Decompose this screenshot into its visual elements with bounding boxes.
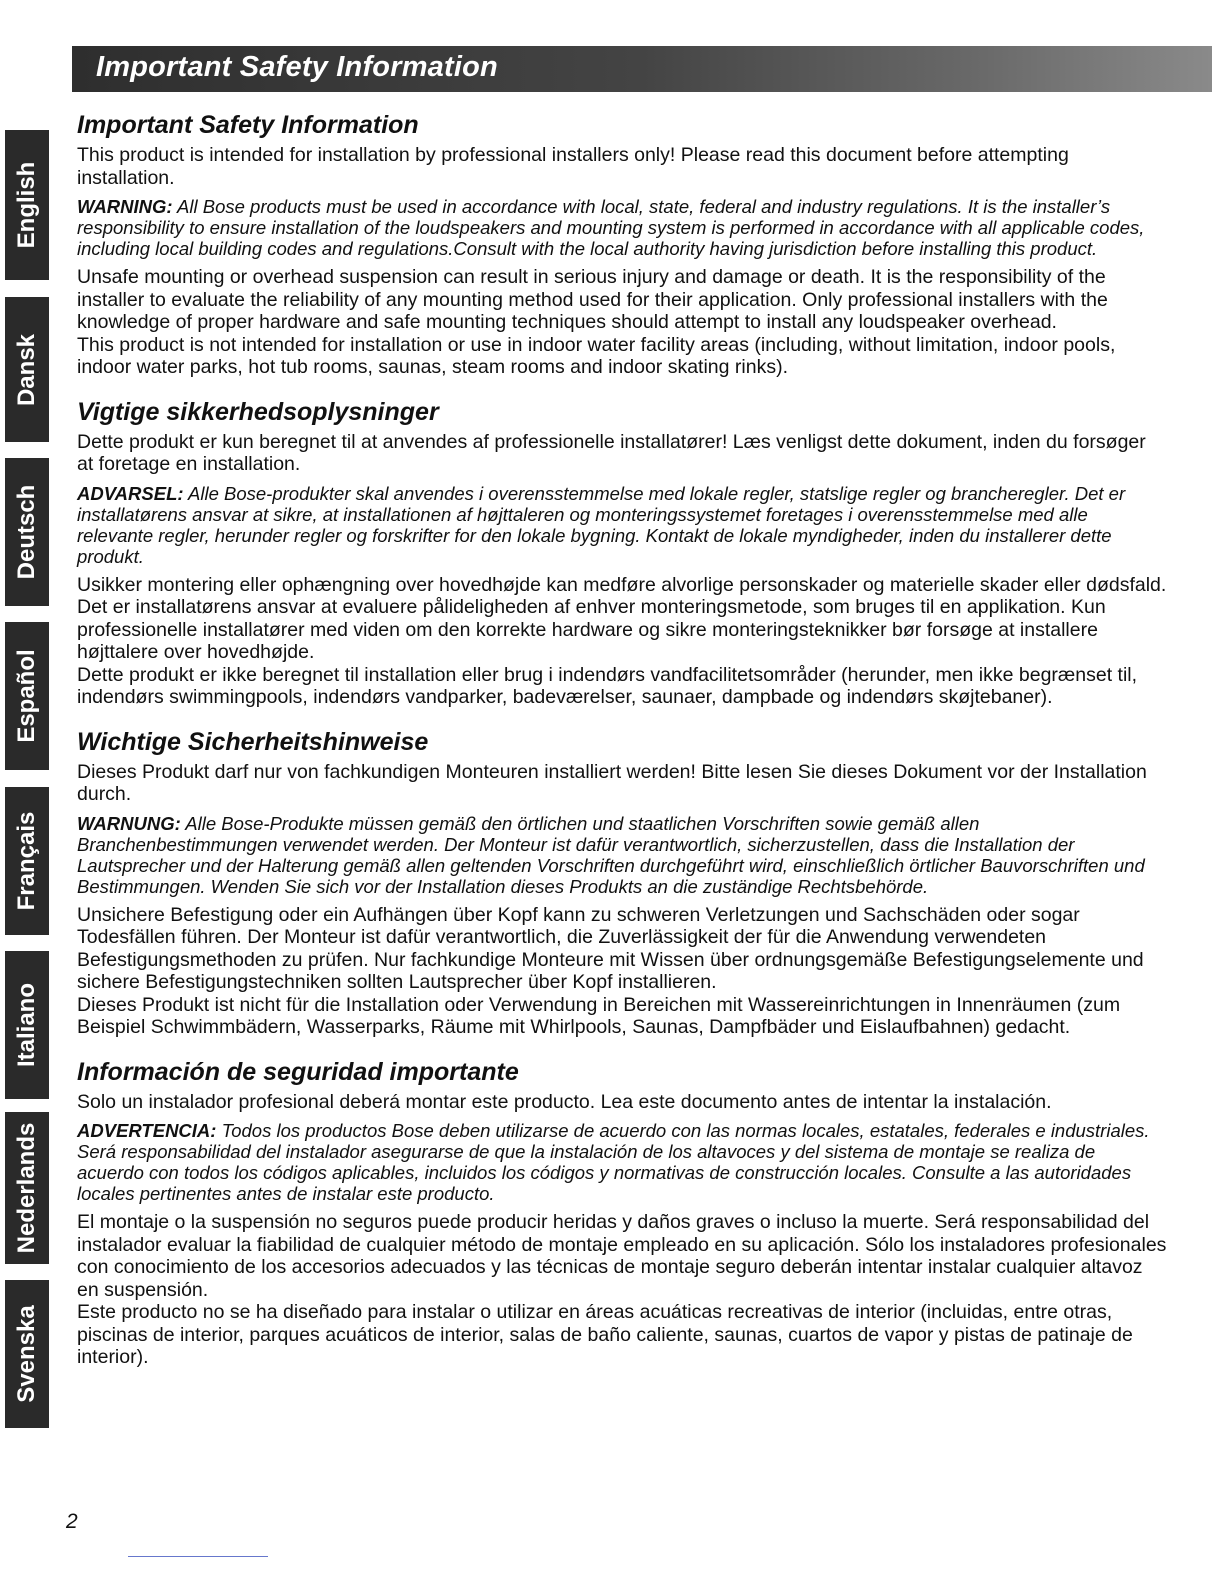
section-intro: Dette produkt er kun beregnet til at anvendes af professionelle installatører! Læs venligst dette dokument, inden du forsøger at foretage en installation. xyxy=(77,430,1146,475)
warning-label: WARNING: xyxy=(77,196,173,217)
lang-tab-label: Français xyxy=(13,811,40,911)
section-paragraph: Usikker montering eller ophængning over hovedhøjde kan medføre alvorlige personskader og materielle skader eller dødsfald. Det er installatørens ansvar at evaluere pålideligheden af enhver monteringsmetode, som bruges til en applikation. Kun professionelle installatører med viden om den korrekte hardware og sikre monteringsteknikker bør forsøge at installere højttalere over hovedhøjde. xyxy=(77,573,1167,663)
lang-tab-label: Dansk xyxy=(13,333,40,406)
section-heading: Información de seguridad importante xyxy=(77,1057,519,1086)
lang-tab-label: Nederlands xyxy=(13,1122,40,1254)
page-number: 2 xyxy=(66,1510,78,1533)
warning-paragraph xyxy=(77,196,1167,259)
section-english xyxy=(77,110,1167,379)
lang-tab-label: English xyxy=(13,161,40,249)
lang-tab-english[interactable] xyxy=(5,130,49,280)
section-german xyxy=(77,727,1167,1039)
section-heading: Wichtige Sicherheitshinweise xyxy=(77,727,429,756)
section-paragraph: Unsichere Befestigung oder ein Aufhängen über Kopf kann zu schweren Verletzungen und Sachschäden oder sogar Todesfällen führen. Der Monteur ist dafür verantwortlich, die Zuverlässigkeit der für die Anwendung verwendeten Befestigungsmethoden zu prüfen. Nur fachkundige Monteure mit Wissen über ordnungsgemäße Befestigungselemente und sichere Befestigungstechniken sollten Lautsprecher über Kopf installieren. xyxy=(77,903,1144,993)
section-heading: Vigtige sikkerhedsoplysninger xyxy=(77,397,439,426)
warning-text: All Bose products must be used in accordance with local, state, federal and industry regulations. It is the installer’s responsibility to ensure installation of the loudspeakers and mounting system is performed in accordance with all applicable codes, including local building codes and regulations.Consult with the local authority having jurisdiction before installing this product. xyxy=(77,196,1145,259)
lang-tab-label: Español xyxy=(13,649,40,743)
section-banner xyxy=(72,46,1212,92)
lang-tab-deutsch[interactable] xyxy=(5,458,49,606)
lang-tab-label: Svenska xyxy=(13,1305,40,1403)
lang-tab-francais[interactable] xyxy=(5,787,49,935)
section-intro: This product is intended for installation by professional installers only! Please read this document before attempting installation. xyxy=(77,144,1069,189)
warning-label: WARNUNG: xyxy=(77,812,181,834)
warning-paragraph xyxy=(77,813,1167,897)
section-paragraph: El montaje o la suspensión no seguros puede producir heridas y daños graves o incluso la muerte. Será responsabilidad del instalador evaluar la fiabilidad de cualquier método de montaje empleado en su aplicación. Sólo los instaladores profesionales con conocimiento de los accesorios adecuados y las técnicas de montaje seguro deberán intentar instalar cualquier altavoz en suspensión. xyxy=(77,1211,1167,1301)
lang-tab-dansk[interactable] xyxy=(5,297,49,442)
bottom-rule xyxy=(128,1556,268,1557)
warning-label: ADVARSEL: xyxy=(77,482,184,504)
warning-text: Alle Bose-Produkte müssen gemäß den örtlichen und staatlichen Vorschriften sowie gemäß allen Branchenbestimmungen verwendet werden. Der Monteur ist dafür verantwortlich, sicherzustellen, dass die Installation der Lautsprecher und der Halterung gemäß allen geltenden Vorschriften durchgeführt wird, einschließlich örtlicher Bauvorschriften und Bestimmungen. Wenden Sie sich vor der Installation dieses Produkts an die zuständige Rechtsbehörde. xyxy=(77,812,1145,897)
section-intro: Dieses Produkt darf nur von fachkundigen Monteuren installiert werden! Bitte lesen Sie dieses Dokument vor der Installation durch. xyxy=(77,760,1147,805)
lang-tab-svenska[interactable] xyxy=(5,1280,49,1428)
section-paragraph: This product is not intended for installation or use in indoor water facility areas (including, without limitation, indoor pools, indoor water parks, hot tub rooms, saunas, steam rooms and indoor skating rinks). xyxy=(77,333,1116,378)
lang-tab-nederlands[interactable] xyxy=(5,1112,49,1264)
warning-label: ADVERTENCIA: xyxy=(77,1120,217,1141)
section-paragraph: Este producto no se ha diseñado para instalar o utilizar en áreas acuáticas recreativas de interior (incluidas, entre otras, piscinas de interior, parques acuáticos de interior, salas de baño caliente, saunas, cuartos de vapor y pistas de patinaje de interior). xyxy=(77,1301,1133,1368)
section-intro: Solo un instalador profesional deberá montar este producto. Lea este documento antes de intentar la instalación. xyxy=(77,1090,1052,1113)
lang-tab-espanol[interactable] xyxy=(5,622,49,770)
section-spanish xyxy=(77,1057,1167,1369)
lang-tab-label: Deutsch xyxy=(13,484,40,580)
banner-title: Important Safety Information xyxy=(96,51,498,83)
section-paragraph: Unsafe mounting or overhead suspension can result in serious injury and damage or death. It is the responsibility of the installer to evaluate the reliability of any mounting method used for their application. Only professional installers with the knowledge of proper hardware and safe mounting techniques should attempt to install any loudspeaker overhead. xyxy=(77,266,1108,333)
section-paragraph: Dette produkt er ikke beregnet til installation eller brug i indendørs vandfacilitetsområder (herunder, men ikke begrænset til, indendørs swimmingpools, indendørs vandparker, badeværelser, saunaer, dampbade og indendørs skøjtebaner). xyxy=(77,663,1138,708)
lang-tab-label: Italiano xyxy=(13,982,40,1068)
content xyxy=(77,110,1167,1387)
section-paragraph: Dieses Produkt ist nicht für die Installation oder Verwendung in Bereichen mit Wassereinrichtungen in Innenräumen (zum Beispiel Schwimmbädern, Wasserparks, Räume mit Whirlpools, Saunas, Dampfbäder und Eislaufbahnen) gedacht. xyxy=(77,993,1121,1038)
section-danish xyxy=(77,397,1167,709)
warning-text: Alle Bose-produkter skal anvendes i overensstemmelse med lokale regler, statslige regler og brancheregler. Det er installatørens ansvar at sikre, at installationen af højttaleren og monteringssystemet foretages i overensstemmelse med alle relevante regler, herunder regler og forskrifter for den lokale bygning. Kontakt de lokale myndigheder, inden du installerer dette produkt. xyxy=(77,482,1126,567)
warning-paragraph xyxy=(77,1120,1167,1204)
warning-text: Todos los productos Bose deben utilizarse de acuerdo con las normas locales, estatales, federales e industriales. Será responsabilidad del instalador asegurarse de que la instalación de los altavoces y del sistema de montaje se realiza de acuerdo con todos los códigos aplicables, incluidos los códigos y normativas de construcción locales. Consulte a las autoridades locales pertinentes antes de instalar este producto. xyxy=(77,1120,1150,1204)
section-heading: Important Safety Information xyxy=(77,111,419,139)
lang-tab-italiano[interactable] xyxy=(5,951,49,1099)
warning-paragraph xyxy=(77,483,1167,567)
